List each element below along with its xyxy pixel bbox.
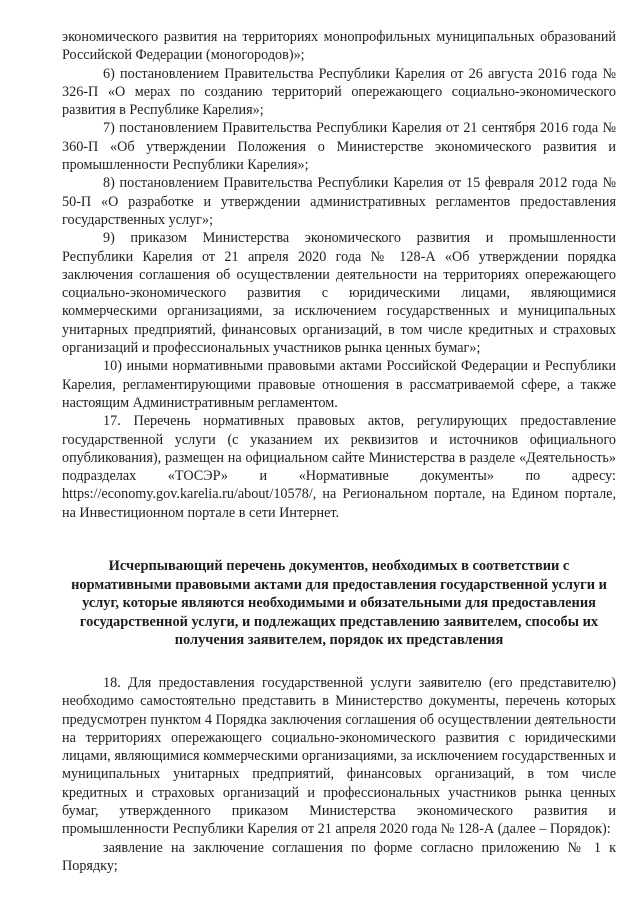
paragraph-list-item: заявление на заключение соглашения по форме согласно приложению № 1 к Порядку; xyxy=(62,839,616,874)
paragraph-item-8: 8) постановлением Правительства Республики Карелия от 15 февраля 2012 года № 50-П «О разработке и утверждении административных регламентов предоставления государственных услуг»; xyxy=(62,175,616,228)
paragraph-continuation: экономического развития на территориях монопрофильных муниципальных образований Российской Федерации (моногородов)»; xyxy=(62,29,616,64)
paragraph-item-9: 9) приказом Министерства экономического развития и промышленности Республики Карелия от 21 апреля 2020 года № 128-А «Об утверждении порядка заключения соглашения об осуществлении деятельности на территориях опережающего социально-экономического развития с юридическими лицами, являющимися коммерческими организациями, за исключением государственных и муниципальных унитарных предприятий, финансовых организаций, в том числе кредитных и страховых организаций и профессиональных участников рынка ценных бумаг»; xyxy=(62,230,616,357)
paragraph-clause-18: 18. Для предоставления государственной услуги заявителю (его представителю) необходимо самостоятельно представить в Министерство документы, перечень которых предусмотрен пунктом 4 Порядка заключения соглашения об осуществлении деятельности на территориях опережающего социально-экономического развития с юридическими лицами, являющимися коммерческими организациями, за исключением государственных и муниципальных унитарных предприятий, финансовых организаций, в том числе кредитных и страховых организаций и профессиональных участников рынка ценных бумаг, утвержденного приказом Министерства экономического развития и промышленности Республики Карелия от 21 апреля 2020 года № 128-А (далее – Порядок): xyxy=(62,674,616,838)
paragraph-clause-17: 17. Перечень нормативных правовых актов, регулирующих предоставление государственной услуги (с указанием их реквизитов и источников официального опубликования), размещен на официальном сайте Министерства в разделе «Деятельность» подразделах «ТОСЭР» и «Нормативные документы» по адресу: https://economy.gov.karelia.ru/about/10578/, на Региональном портале, на Едином портале, на Инвестиционном портале в сети Интернет. xyxy=(62,413,616,521)
paragraph-item-6: 6) постановлением Правительства Республики Карелия от 26 августа 2016 года № 326-П «О мерах по созданию территорий опережающего социально-экономического развития в Республике Карелия»; xyxy=(62,65,616,119)
section-heading: Исчерпывающий перечень документов, необходимых в соответствии с нормативными правовыми актами для предоставления государственной услуги и услуг, которые являются необходимыми и обязательными для предоставления государственной услуги, и подлежащих представлению заявителем, способы их получения заявителем, порядок их представления xyxy=(71,558,607,649)
paragraph-item-10: 10) иными нормативными правовыми актами Российской Федерации и Республики Карелия, регламентирующими правовые отношения в рассматриваемой сфере, а также настоящим Административным регламентом. xyxy=(62,358,616,411)
paragraph-item-7: 7) постановлением Правительства Республики Карелия от 21 сентября 2016 года № 360-П «Об утверждении Положения о Министерстве экономического развития и промышленности Республики Карелия»; xyxy=(62,120,616,174)
